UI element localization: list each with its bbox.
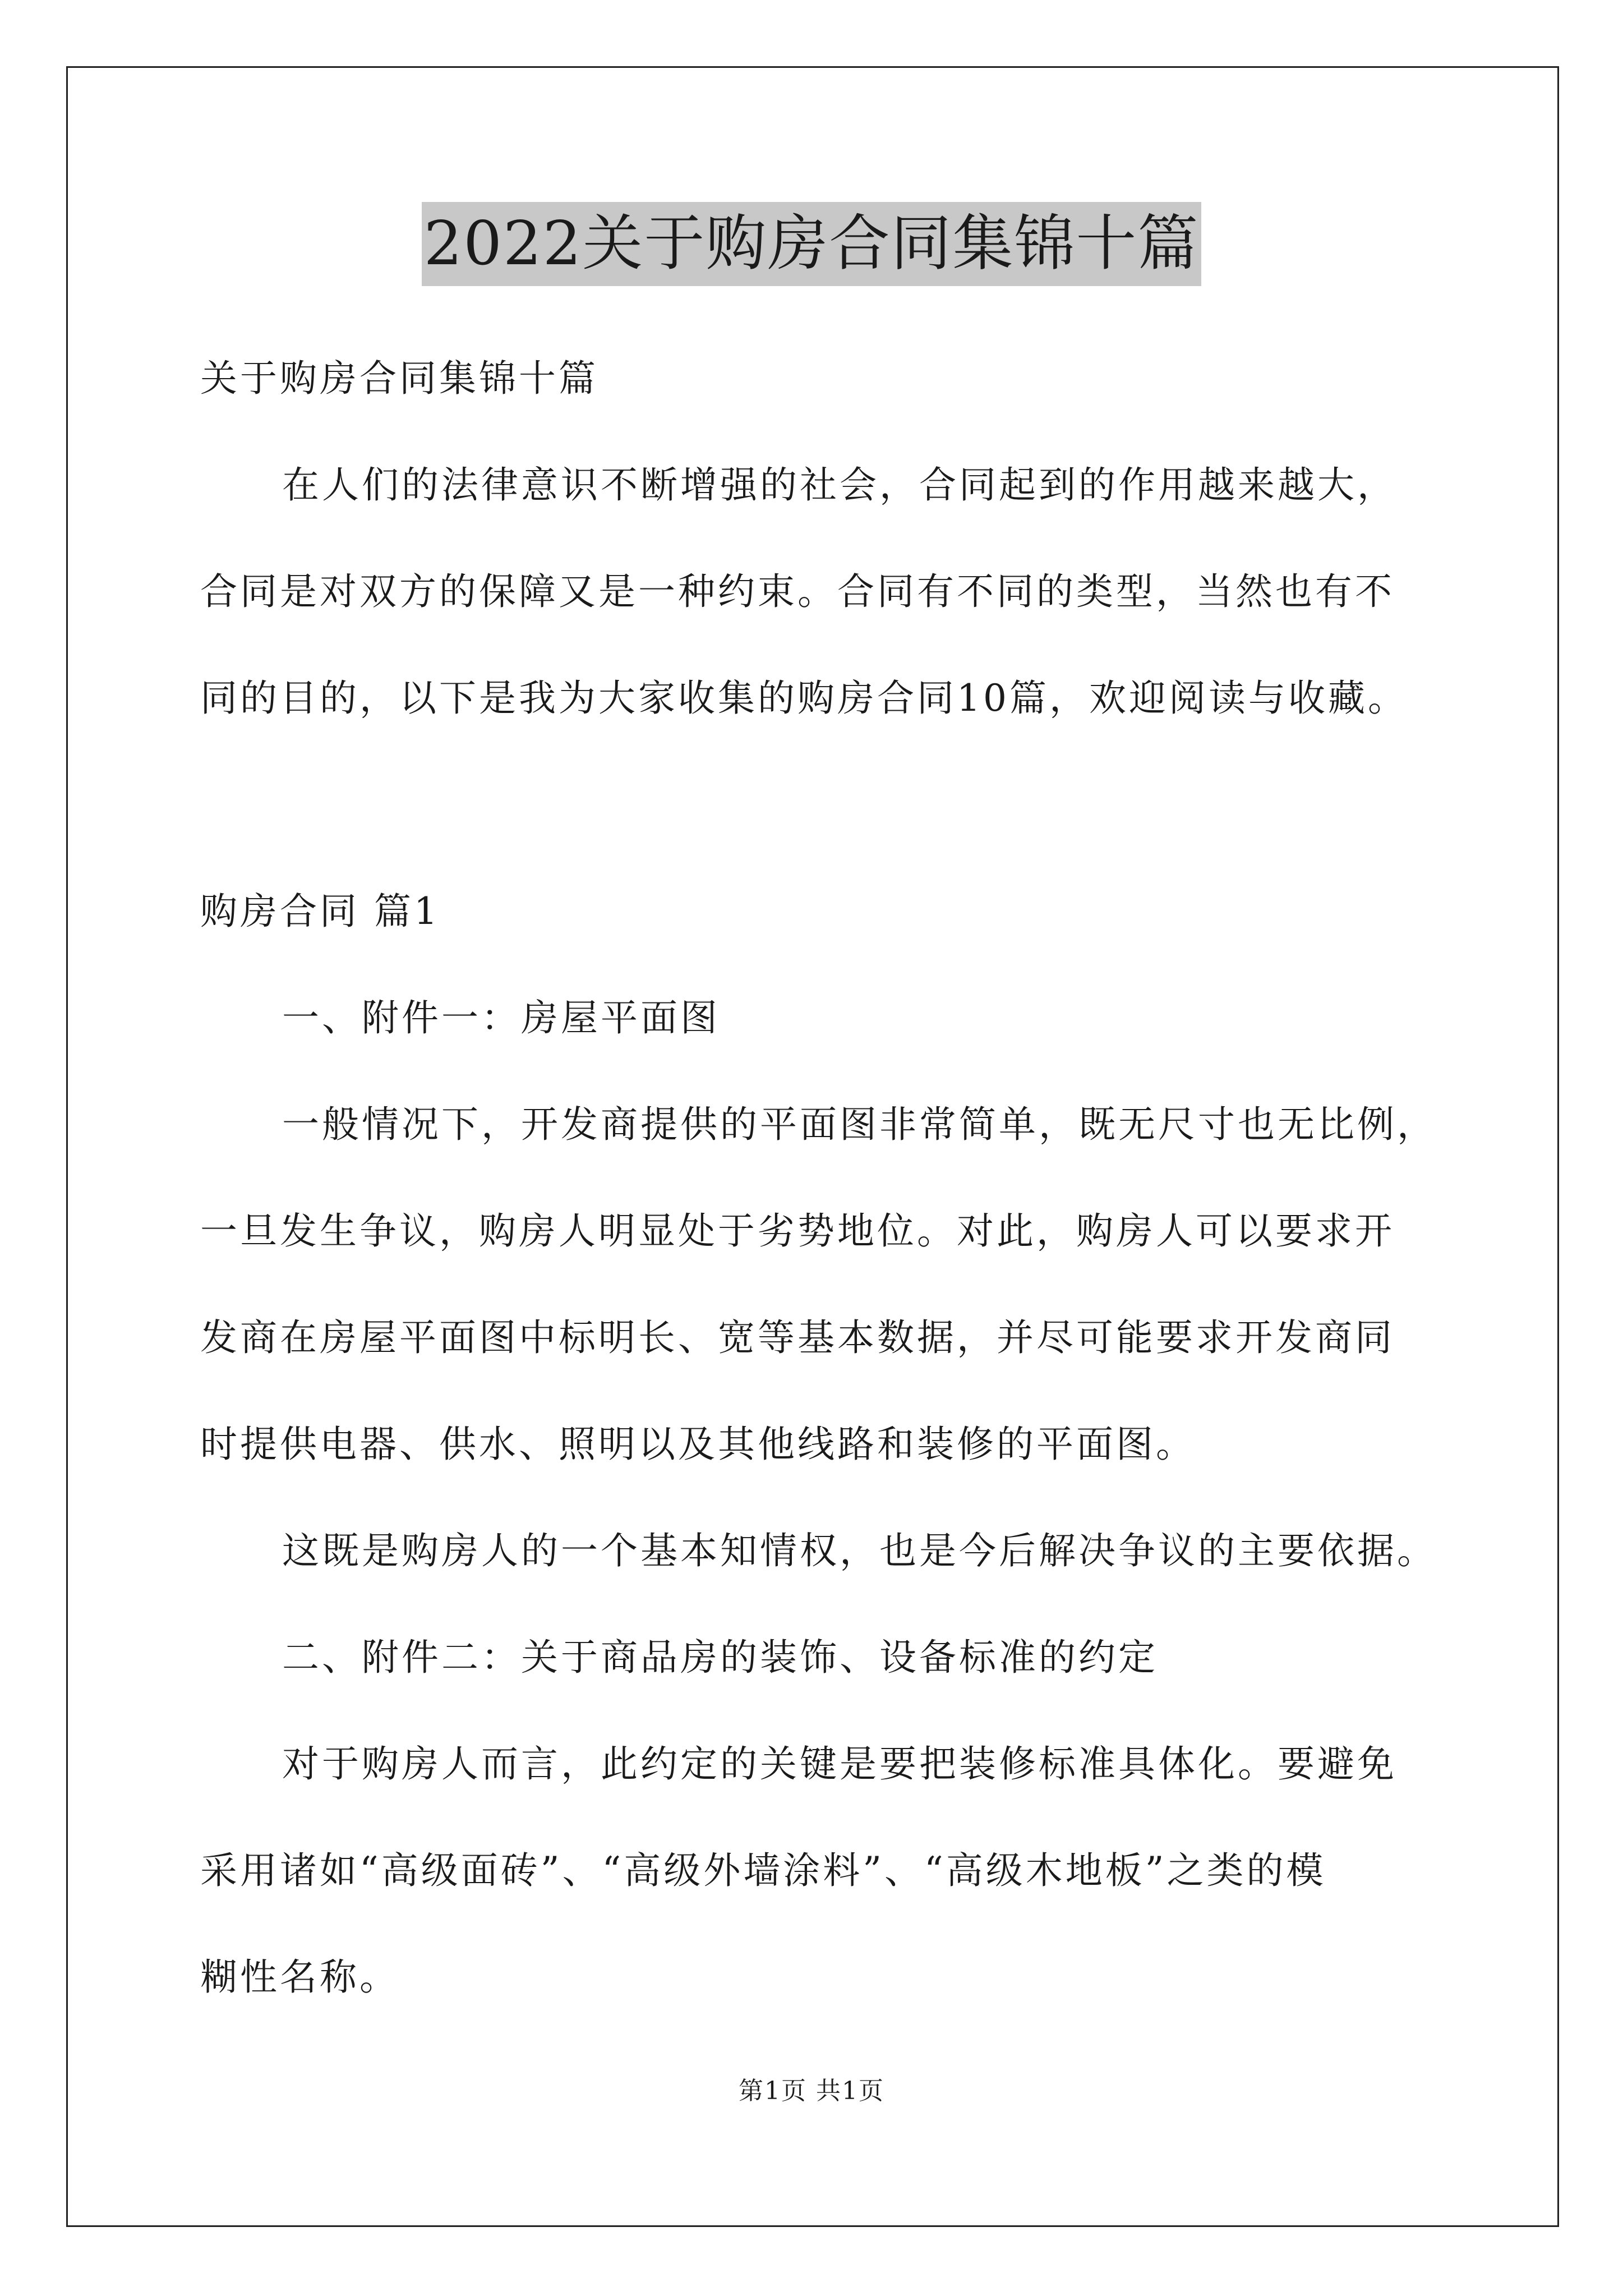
page-footer: 第1页 共1页 (739, 2077, 884, 2105)
intro-line-2: 合同是对双方的保障又是一种约束。合同有不同的类型，当然也有不 (200, 570, 1395, 613)
body-line-10: 糊性名称。 (200, 1955, 399, 1999)
intro-line-1: 在人们的法律意识不断增强的社会，合同起到的作用越来越大， (282, 463, 1397, 507)
document-title: 2022关于购房合同集锦十篇 (422, 202, 1202, 286)
body-line-2: 一般情况下，开发商提供的平面图非常简单，既无尺寸也无比例， (282, 1103, 1437, 1146)
body-line-4: 发商在房屋平面图中标明长、宽等基本数据，并尽可能要求开发商同 (200, 1316, 1395, 1359)
body-line-8: 对于购房人而言，此约定的关键是要把装修标准具体化。要避免 (282, 1742, 1397, 1786)
section-heading: 购房合同 篇1 (200, 890, 440, 933)
body-line-3: 一旦发生争议，购房人明显处于劣势地位。对此，购房人可以要求开 (200, 1209, 1395, 1253)
body-line-9: 采用诸如“高级面砖”、“高级外墙涂料”、“高级木地板”之类的模 (200, 1849, 1326, 1892)
document-subtitle: 关于购房合同集锦十篇 (200, 357, 598, 400)
intro-line-3: 同的目的，以下是我为大家收集的购房合同10篇，欢迎阅读与收藏。 (200, 677, 1408, 720)
body-line-7: 二、附件二：关于商品房的装饰、设备标准的约定 (282, 1636, 1158, 1679)
title-block (0, 202, 1623, 286)
body-line-5: 时提供电器、供水、照明以及其他线路和装修的平面图。 (200, 1423, 1196, 1466)
body-line-6: 这既是购房人的一个基本知情权，也是今后解决争议的主要依据。 (282, 1529, 1437, 1572)
body-line-1: 一、附件一：房屋平面图 (282, 996, 720, 1039)
